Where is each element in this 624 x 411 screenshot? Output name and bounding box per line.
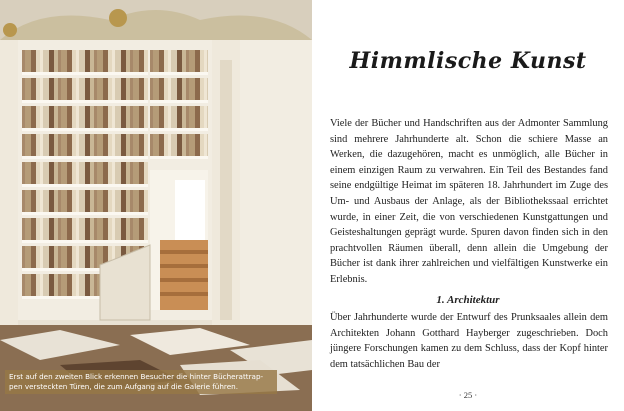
- body-text: [330, 116, 608, 288]
- page-title: Himmlische Kunst: [349, 48, 587, 74]
- page-number: · 25 ·: [458, 390, 478, 400]
- paragraph-2: Über Jahrhunderte wurde der Entwurf des Prunksaales allein dem Architekten Johann Gotthard Hayberger zugeschrieben. Doch jüngere Forschungen kamen zu dem Schluss, dass der Kopf hinter dem tatsächlichen Bau der: [330, 312, 608, 370]
- photo-caption: Erst auf den zweiten Blick erkennen Besucher die hinter Bücherattrap-pen versteckten Türen, die zum Aufgang auf die Galerie führen.: [5, 370, 277, 394]
- body-text-2: [330, 310, 608, 372]
- text-page: [312, 0, 624, 411]
- paragraph: Viele der Bücher und Handschriften aus der Admonter Sammlung sind mehrere Jahrhunderte alt. Schon die schiere Masse an Werken, die dazugehören, macht es unmöglich, alle Bücher in einem einzigen Raum zu verwahren. Ein Teil des Bestandes fand seine endgültige Heimat im späteren 18. Jahrhundert im Zuge des Um- und Ausbaus der Anlage, als der Bibliothekssaal errichtet wurde, in einer Zeit, die von verschiedenen Kunstgattungen und Geisteshaltungen geprägt wurde. Spuren davon finden sich in den prachtvollen Räumen überall, denn allein die Umgebung der Bücher ist dank ihrer zahlreichen und vielfältigen Kunstwerke ein Erlebnis.: [330, 118, 608, 285]
- section-heading: 1. Architektur: [436, 294, 500, 306]
